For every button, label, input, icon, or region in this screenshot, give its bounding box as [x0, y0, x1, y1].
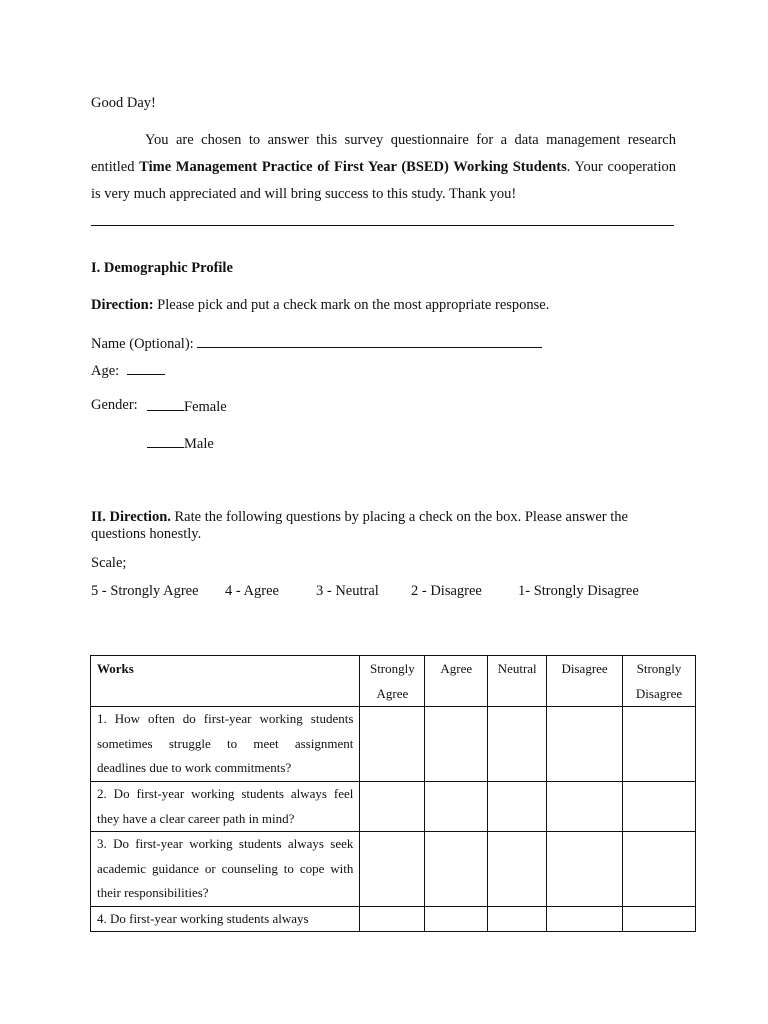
female-label: Female	[184, 399, 227, 415]
table-row	[91, 707, 696, 782]
table-header-row	[91, 656, 696, 707]
section2-direction-text: Rate the following questions by placing a check on the box. Please answer the questions honestly.	[91, 509, 628, 542]
header-disagree: Disagree	[547, 656, 623, 707]
rating-cell[interactable]	[623, 707, 696, 782]
age-blank[interactable]	[127, 361, 165, 375]
rating-cell[interactable]	[623, 832, 696, 907]
header-strongly-agree: Strongly Agree	[360, 656, 425, 707]
rating-table	[90, 655, 696, 932]
direction-label: Direction:	[91, 297, 154, 313]
rating-cell[interactable]	[360, 832, 425, 907]
rating-cell[interactable]	[547, 906, 623, 932]
question-2: 2. Do first-year working students always feel they have a clear career path in mind?	[91, 782, 360, 832]
rating-cell[interactable]	[623, 906, 696, 932]
study-title: Time Management Practice of First Year (BSED) Working Students	[139, 159, 567, 175]
gender-label: Gender:	[91, 397, 138, 413]
intro-text-before: You are chosen to answer this survey questionnaire for a data management research entitled	[91, 132, 676, 175]
rating-cell[interactable]	[623, 782, 696, 832]
rating-cell[interactable]	[547, 832, 623, 907]
rating-cell[interactable]	[360, 782, 425, 832]
header-neutral: Neutral	[488, 656, 547, 707]
rating-cell[interactable]	[488, 782, 547, 832]
section1-heading: I. Demographic Profile	[91, 260, 233, 276]
scale-item-2: 2 - Disagree	[411, 583, 482, 599]
section2-direction-label: II. Direction.	[91, 509, 171, 525]
age-label: Age:	[91, 363, 120, 379]
female-blank[interactable]	[147, 397, 184, 411]
question-1: 1. How often do first-year working students sometimes struggle to meet assignment deadlines due to work commitments?	[91, 707, 360, 782]
scale-item-5: 5 - Strongly Agree	[91, 583, 199, 599]
male-label: Male	[184, 436, 214, 452]
divider-line	[91, 225, 674, 226]
section1-direction	[91, 297, 549, 314]
male-blank[interactable]	[147, 434, 184, 448]
scale-label: Scale;	[91, 555, 127, 571]
rating-cell[interactable]	[425, 707, 488, 782]
table-row	[91, 782, 696, 832]
scale-item-3: 3 - Neutral	[316, 583, 379, 599]
intro-paragraph	[91, 127, 676, 208]
intro-text-after: . Your cooperation is very much appreciated and will bring success to this study. Thank you!	[91, 159, 676, 202]
scale-item-4: 4 - Agree	[225, 583, 279, 599]
name-label: Name (Optional):	[91, 336, 194, 352]
header-agree: Agree	[425, 656, 488, 707]
rating-cell[interactable]	[488, 906, 547, 932]
rating-cell[interactable]	[547, 707, 623, 782]
header-strongly-disagree: Strongly Disagree	[623, 656, 696, 707]
gender-option-male	[147, 434, 214, 453]
rating-cell[interactable]	[425, 782, 488, 832]
rating-cell[interactable]	[360, 906, 425, 932]
name-blank[interactable]	[197, 334, 542, 348]
scale-item-1: 1- Strongly Disagree	[518, 583, 639, 599]
direction-text: Please pick and put a check mark on the most appropriate response.	[153, 297, 550, 313]
rating-cell[interactable]	[425, 832, 488, 907]
section2-direction	[91, 509, 681, 543]
table-row	[91, 906, 696, 932]
question-4: 4. Do first-year working students always	[91, 906, 360, 932]
table-row	[91, 832, 696, 907]
rating-cell[interactable]	[425, 906, 488, 932]
rating-cell[interactable]	[547, 782, 623, 832]
name-row	[91, 334, 542, 353]
gender-option-female	[147, 397, 227, 416]
rating-cell[interactable]	[360, 707, 425, 782]
question-3: 3. Do first-year working students always seek academic guidance or counseling to cope with their responsibilities?	[91, 832, 360, 907]
rating-cell[interactable]	[488, 832, 547, 907]
rating-cell[interactable]	[488, 707, 547, 782]
greeting: Good Day!	[91, 95, 156, 111]
header-works: Works	[91, 656, 360, 707]
age-row	[91, 361, 165, 380]
